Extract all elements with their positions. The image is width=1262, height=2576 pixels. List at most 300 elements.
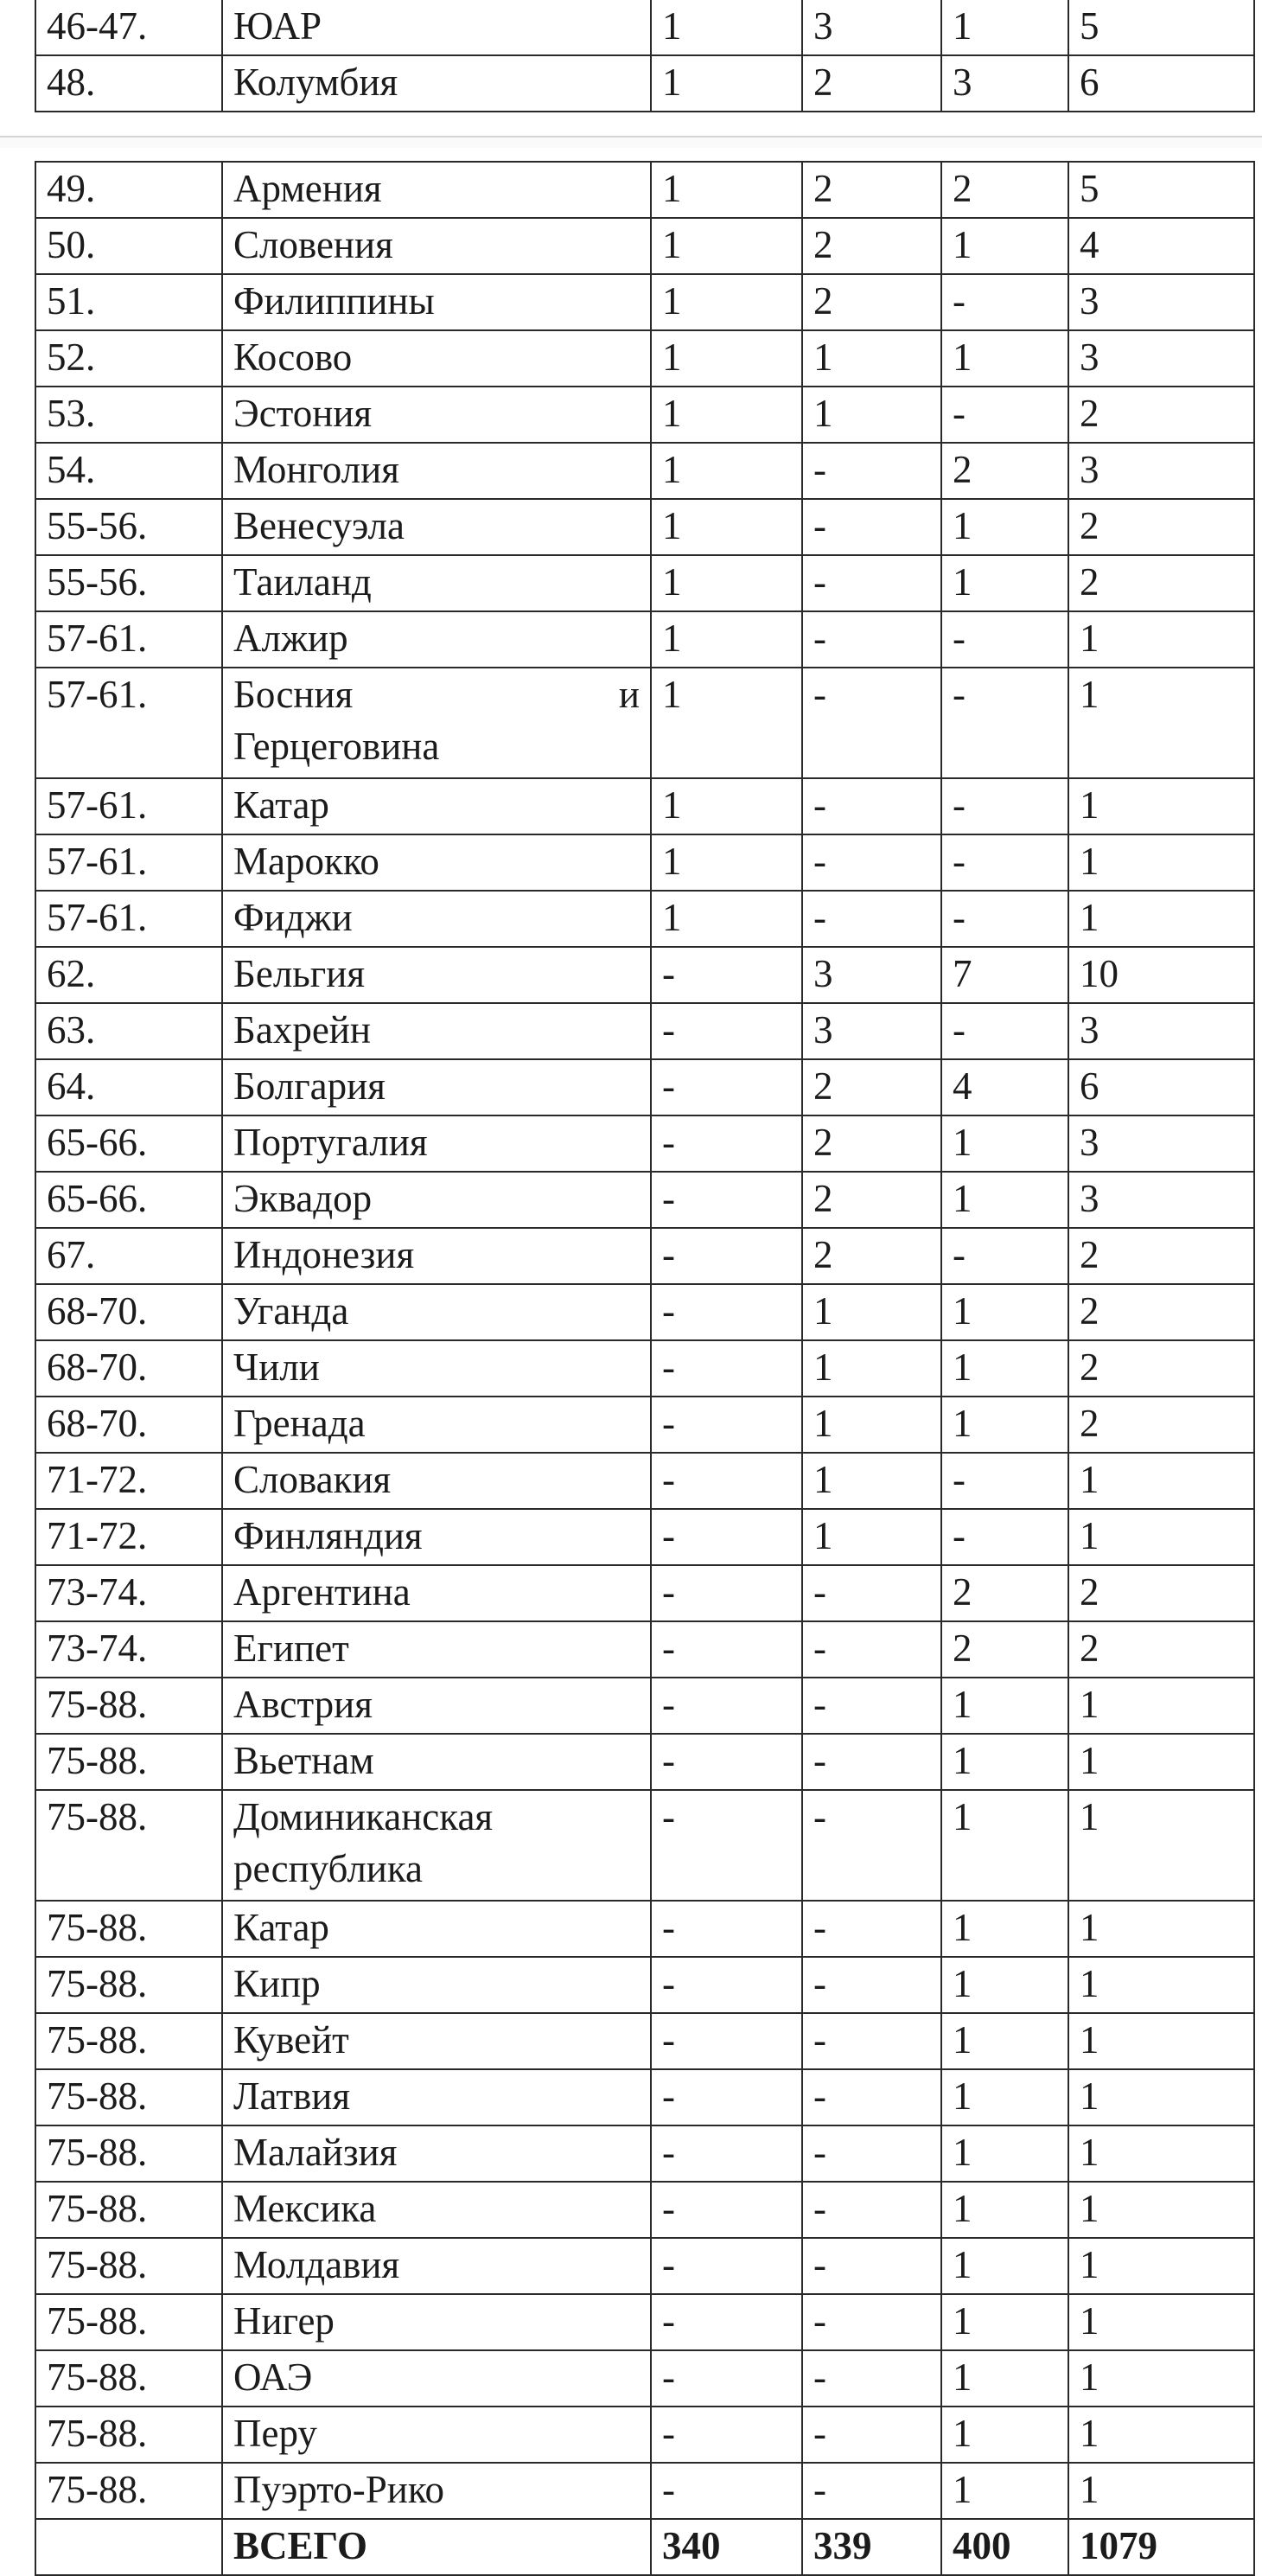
country-cell: Чили — [222, 1340, 651, 1397]
value-cell: 1 — [651, 274, 802, 330]
value-cell: 2 — [802, 1172, 941, 1228]
total-cell: 2 — [1068, 555, 1254, 611]
value-cell: - — [941, 891, 1068, 947]
rank-cell: 75-88. — [35, 1957, 222, 2013]
value-cell: 1 — [802, 1340, 941, 1397]
value-cell: - — [802, 2294, 941, 2350]
value-cell: - — [941, 1453, 1068, 1509]
value-cell: - — [941, 611, 1068, 668]
table-row — [35, 2350, 1254, 2407]
table-row — [35, 2182, 1254, 2238]
value-cell: - — [651, 947, 802, 1003]
value-cell: - — [651, 1790, 802, 1901]
value-cell: - — [941, 1003, 1068, 1059]
total-cell: 6 — [1068, 55, 1254, 112]
table-row — [35, 1059, 1254, 1115]
rank-cell: 75-88. — [35, 2294, 222, 2350]
rank-cell: 57-61. — [35, 891, 222, 947]
value-cell: 1 — [651, 55, 802, 112]
table-row — [35, 2069, 1254, 2125]
total-cell: 3 — [1068, 1172, 1254, 1228]
country-cell: Болгария — [222, 1059, 651, 1115]
table-row — [35, 1790, 1254, 1901]
total-cell: 1 — [1068, 2125, 1254, 2182]
rank-cell: 55-56. — [35, 555, 222, 611]
country-cell — [222, 668, 651, 778]
value-cell: 1 — [941, 2069, 1068, 2125]
total-cell: 1 — [1068, 834, 1254, 891]
value-cell: 340 — [651, 2519, 802, 2575]
value-cell: 1 — [651, 778, 802, 834]
country-cell: Гренада — [222, 1397, 651, 1453]
value-cell: - — [941, 387, 1068, 443]
value-cell: 1 — [651, 555, 802, 611]
rank-cell: 75-88. — [35, 1901, 222, 1957]
country-cell: Таиланд — [222, 555, 651, 611]
value-cell: 1 — [941, 1790, 1068, 1901]
total-cell: 1 — [1068, 2350, 1254, 2407]
value-cell: 1 — [941, 2125, 1068, 2182]
table-row — [35, 834, 1254, 891]
total-cell: 2 — [1068, 1397, 1254, 1453]
value-cell: 2 — [802, 55, 941, 112]
table-row — [35, 1678, 1254, 1734]
table-row — [35, 218, 1254, 274]
rank-cell: 75-88. — [35, 2407, 222, 2463]
table-row — [35, 1509, 1254, 1565]
total-cell: 1 — [1068, 2463, 1254, 2519]
country-cell: Эстония — [222, 387, 651, 443]
country-cell: Алжир — [222, 611, 651, 668]
table-row — [35, 555, 1254, 611]
rank-cell: 71-72. — [35, 1453, 222, 1509]
table-row — [35, 1172, 1254, 1228]
rank-cell: 57-61. — [35, 778, 222, 834]
value-cell: - — [651, 2125, 802, 2182]
table-row — [35, 1734, 1254, 1790]
value-cell: - — [651, 2013, 802, 2069]
medal-table-main — [35, 161, 1255, 2576]
value-cell: 1 — [941, 1901, 1068, 1957]
total-cell: 1 — [1068, 668, 1254, 778]
value-cell: 1 — [651, 499, 802, 555]
total-cell: 2 — [1068, 1228, 1254, 1284]
table-row — [35, 1453, 1254, 1509]
total-cell: 2 — [1068, 499, 1254, 555]
value-cell: 3 — [802, 1003, 941, 1059]
value-cell: 2 — [802, 1115, 941, 1172]
total-cell: 1 — [1068, 1678, 1254, 1734]
value-cell: - — [802, 834, 941, 891]
rank-cell: 64. — [35, 1059, 222, 1115]
rank-cell: 75-88. — [35, 2350, 222, 2407]
table-row — [35, 274, 1254, 330]
value-cell: 1 — [941, 2463, 1068, 2519]
table-row — [35, 1115, 1254, 1172]
value-cell: - — [941, 834, 1068, 891]
value-cell: 4 — [941, 1059, 1068, 1115]
rank-cell: 67. — [35, 1228, 222, 1284]
total-cell: 1 — [1068, 2069, 1254, 2125]
table-row — [35, 2238, 1254, 2294]
total-cell: 1 — [1068, 2407, 1254, 2463]
value-cell: - — [651, 1003, 802, 1059]
total-cell: 4 — [1068, 218, 1254, 274]
table-row — [35, 1565, 1254, 1621]
table-row — [35, 1003, 1254, 1059]
table-row — [35, 1621, 1254, 1678]
rank-cell: 57-61. — [35, 611, 222, 668]
rank-cell: 49. — [35, 162, 222, 218]
value-cell: - — [802, 891, 941, 947]
value-cell: - — [802, 2350, 941, 2407]
country-cell: Финляндия — [222, 1509, 651, 1565]
value-cell: - — [802, 499, 941, 555]
value-cell: 1 — [651, 443, 802, 499]
rank-cell: 75-88. — [35, 1790, 222, 1901]
total-cell: 1 — [1068, 1790, 1254, 1901]
value-cell: - — [802, 555, 941, 611]
country-cell: Филиппины — [222, 274, 651, 330]
total-cell: 5 — [1068, 162, 1254, 218]
country-cell: Марокко — [222, 834, 651, 891]
rank-cell: 75-88. — [35, 2238, 222, 2294]
rank-cell: 63. — [35, 1003, 222, 1059]
country-cell: Индонезия — [222, 1228, 651, 1284]
table-row — [35, 2407, 1254, 2463]
value-cell: - — [802, 2238, 941, 2294]
total-cell: 1 — [1068, 2294, 1254, 2350]
rank-cell: 73-74. — [35, 1621, 222, 1678]
rank-cell: 68-70. — [35, 1397, 222, 1453]
rank-cell: 75-88. — [35, 1678, 222, 1734]
value-cell: - — [651, 1340, 802, 1397]
value-cell: - — [802, 1901, 941, 1957]
value-cell: - — [802, 2182, 941, 2238]
value-cell: 2 — [941, 162, 1068, 218]
table-row — [35, 611, 1254, 668]
country-name-part: Доминиканская — [233, 1795, 494, 1838]
value-cell: 1 — [651, 834, 802, 891]
table-row — [35, 891, 1254, 947]
value-cell: 1 — [941, 2407, 1068, 2463]
total-cell: 1 — [1068, 2238, 1254, 2294]
rank-cell: 73-74. — [35, 1565, 222, 1621]
total-cell: 2 — [1068, 1284, 1254, 1340]
value-cell: 2 — [802, 218, 941, 274]
country-cell: Фиджи — [222, 891, 651, 947]
value-cell: - — [802, 2013, 941, 2069]
value-cell: 3 — [941, 55, 1068, 112]
country-cell: Кувейт — [222, 2013, 651, 2069]
country-cell: Перу — [222, 2407, 651, 2463]
total-cell: 1 — [1068, 891, 1254, 947]
value-cell: 1 — [941, 2350, 1068, 2407]
rank-cell: 48. — [35, 55, 222, 112]
total-cell: 2 — [1068, 387, 1254, 443]
value-cell: - — [651, 1734, 802, 1790]
value-cell: - — [802, 2463, 941, 2519]
value-cell: 400 — [941, 2519, 1068, 2575]
table-row — [35, 2013, 1254, 2069]
rank-cell: 75-88. — [35, 2463, 222, 2519]
value-cell: - — [651, 1453, 802, 1509]
country-name-part: Босния — [233, 673, 354, 716]
value-cell: - — [651, 1284, 802, 1340]
total-row — [35, 2519, 1254, 2575]
table-row — [35, 162, 1254, 218]
value-cell: - — [651, 2350, 802, 2407]
value-cell: 1 — [941, 1957, 1068, 2013]
rank-cell: 71-72. — [35, 1509, 222, 1565]
total-cell: 1 — [1068, 1901, 1254, 1957]
country-cell: Эквадор — [222, 1172, 651, 1228]
value-cell: 2 — [802, 1228, 941, 1284]
value-cell: - — [802, 1678, 941, 1734]
value-cell: 1 — [651, 611, 802, 668]
table-row — [35, 1397, 1254, 1453]
rank-cell: 65-66. — [35, 1115, 222, 1172]
country-cell: Бельгия — [222, 947, 651, 1003]
value-cell: - — [651, 1228, 802, 1284]
value-cell: - — [651, 2182, 802, 2238]
value-cell: - — [802, 1790, 941, 1901]
rank-cell: 75-88. — [35, 2069, 222, 2125]
value-cell: 1 — [651, 668, 802, 778]
value-cell: 1 — [651, 891, 802, 947]
value-cell: 1 — [651, 387, 802, 443]
rank-cell: 52. — [35, 330, 222, 387]
table-row — [35, 55, 1254, 112]
total-cell: 1 — [1068, 1453, 1254, 1509]
value-cell: - — [802, 1957, 941, 2013]
rank-cell: 62. — [35, 947, 222, 1003]
country-cell: Австрия — [222, 1678, 651, 1734]
rank-cell: 75-88. — [35, 2013, 222, 2069]
value-cell: - — [802, 1565, 941, 1621]
table-row — [35, 0, 1254, 55]
rank-cell: 50. — [35, 218, 222, 274]
rank-cell — [35, 2519, 222, 2575]
rank-cell: 68-70. — [35, 1340, 222, 1397]
table-row — [35, 2125, 1254, 2182]
value-cell: - — [651, 2238, 802, 2294]
value-cell: 1 — [802, 1509, 941, 1565]
country-cell: Малайзия — [222, 2125, 651, 2182]
value-cell: 1 — [941, 499, 1068, 555]
total-cell: 3 — [1068, 443, 1254, 499]
table-row — [35, 947, 1254, 1003]
value-cell: 1 — [802, 1397, 941, 1453]
value-cell: 2 — [941, 1565, 1068, 1621]
total-cell: 1 — [1068, 611, 1254, 668]
table-row — [35, 387, 1254, 443]
value-cell: - — [802, 1734, 941, 1790]
value-cell: - — [651, 2294, 802, 2350]
country-cell: Молдавия — [222, 2238, 651, 2294]
value-cell: - — [651, 2069, 802, 2125]
table-row — [35, 1901, 1254, 1957]
value-cell: 1 — [651, 330, 802, 387]
country-cell: Нигер — [222, 2294, 651, 2350]
total-cell: 3 — [1068, 1115, 1254, 1172]
total-cell: 1 — [1068, 2182, 1254, 2238]
value-cell: 1 — [941, 555, 1068, 611]
value-cell: 3 — [802, 0, 941, 55]
value-cell: 1 — [941, 0, 1068, 55]
value-cell: - — [941, 274, 1068, 330]
value-cell: 1 — [802, 387, 941, 443]
table-row — [35, 1340, 1254, 1397]
table-row — [35, 2463, 1254, 2519]
value-cell: - — [802, 1621, 941, 1678]
value-cell: 1 — [941, 2238, 1068, 2294]
total-cell: 3 — [1068, 274, 1254, 330]
total-cell: 1 — [1068, 778, 1254, 834]
value-cell: 1 — [941, 2182, 1068, 2238]
country-cell: Бахрейн — [222, 1003, 651, 1059]
total-cell: 2 — [1068, 1565, 1254, 1621]
rank-cell: 57-61. — [35, 834, 222, 891]
value-cell: 1 — [941, 1115, 1068, 1172]
rank-cell: 75-88. — [35, 2182, 222, 2238]
country-cell: Уганда — [222, 1284, 651, 1340]
value-cell: 339 — [802, 2519, 941, 2575]
value-cell: 2 — [802, 274, 941, 330]
medal-table-top — [35, 0, 1255, 112]
value-cell: - — [651, 1509, 802, 1565]
value-cell: 2 — [941, 1621, 1068, 1678]
value-cell: 7 — [941, 947, 1068, 1003]
value-cell: - — [802, 668, 941, 778]
value-cell: - — [651, 1621, 802, 1678]
country-cell: Пуэрто-Рико — [222, 2463, 651, 2519]
value-cell: - — [651, 2463, 802, 2519]
value-cell: - — [941, 1228, 1068, 1284]
table-row — [35, 1957, 1254, 2013]
value-cell: - — [941, 778, 1068, 834]
total-cell: 3 — [1068, 330, 1254, 387]
country-cell: Вьетнам — [222, 1734, 651, 1790]
rank-cell: 75-88. — [35, 2125, 222, 2182]
rank-cell: 57-61. — [35, 668, 222, 778]
country-cell: Словакия — [222, 1453, 651, 1509]
total-cell: 2 — [1068, 1340, 1254, 1397]
table-top-fragment — [35, 0, 1253, 112]
value-cell: 1 — [941, 330, 1068, 387]
country-cell: Кипр — [222, 1957, 651, 2013]
country-cell: ЮАР — [222, 0, 651, 55]
value-cell: - — [651, 2407, 802, 2463]
country-cell: Армения — [222, 162, 651, 218]
value-cell: 1 — [941, 218, 1068, 274]
country-cell: Колумбия — [222, 55, 651, 112]
page-separator — [0, 136, 1262, 148]
country-cell — [222, 1790, 651, 1901]
value-cell: 1 — [941, 2294, 1068, 2350]
total-cell: 1 — [1068, 1734, 1254, 1790]
rank-cell: 68-70. — [35, 1284, 222, 1340]
country-name-part: республика — [233, 1847, 424, 1890]
value-cell: - — [651, 1957, 802, 2013]
value-cell: 1 — [651, 0, 802, 55]
table-row — [35, 668, 1254, 778]
total-cell: 6 — [1068, 1059, 1254, 1115]
value-cell: - — [941, 1509, 1068, 1565]
total-label: ВСЕГО — [222, 2519, 651, 2575]
value-cell: - — [651, 1397, 802, 1453]
country-cell: Катар — [222, 1901, 651, 1957]
value-cell: - — [802, 2125, 941, 2182]
value-cell: - — [651, 1901, 802, 1957]
value-cell: - — [802, 778, 941, 834]
country-cell: ОАЭ — [222, 2350, 651, 2407]
value-cell: - — [651, 1565, 802, 1621]
table-row — [35, 330, 1254, 387]
country-cell: Катар — [222, 778, 651, 834]
country-cell: Мексика — [222, 2182, 651, 2238]
value-cell: 1 — [941, 1678, 1068, 1734]
table-row — [35, 778, 1254, 834]
value-cell: - — [651, 1059, 802, 1115]
value-cell: 2 — [802, 1059, 941, 1115]
value-cell: - — [941, 668, 1068, 778]
table-row — [35, 2294, 1254, 2350]
table-row — [35, 1284, 1254, 1340]
value-cell: 1 — [941, 1734, 1068, 1790]
value-cell: 1 — [802, 330, 941, 387]
country-cell: Аргентина — [222, 1565, 651, 1621]
value-cell: 1 — [941, 1284, 1068, 1340]
country-cell: Португалия — [222, 1115, 651, 1172]
country-cell: Монголия — [222, 443, 651, 499]
table-row — [35, 499, 1254, 555]
value-cell: - — [802, 2407, 941, 2463]
value-cell: 1 — [941, 1397, 1068, 1453]
rank-cell: 75-88. — [35, 1734, 222, 1790]
value-cell: 3 — [802, 947, 941, 1003]
value-cell: 1 — [651, 218, 802, 274]
country-cell: Венесуэла — [222, 499, 651, 555]
total-cell: 2 — [1068, 1621, 1254, 1678]
country-cell: Косово — [222, 330, 651, 387]
value-cell: 2 — [802, 162, 941, 218]
country-name-part: и — [618, 673, 640, 716]
value-cell: - — [802, 443, 941, 499]
value-cell: - — [651, 1678, 802, 1734]
value-cell: 1 — [941, 2013, 1068, 2069]
total-cell: 1 — [1068, 1957, 1254, 2013]
rank-cell: 46-47. — [35, 0, 222, 55]
value-cell: 2 — [941, 443, 1068, 499]
value-cell: 1 — [941, 1340, 1068, 1397]
total-cell: 3 — [1068, 1003, 1254, 1059]
country-cell: Египет — [222, 1621, 651, 1678]
rank-cell: 51. — [35, 274, 222, 330]
value-cell: 1 — [651, 162, 802, 218]
value-cell: - — [651, 1172, 802, 1228]
country-name-part: Герцеговина — [233, 725, 440, 768]
value-cell: 1 — [941, 1172, 1068, 1228]
rank-cell: 65-66. — [35, 1172, 222, 1228]
total-cell: 1079 — [1068, 2519, 1254, 2575]
value-cell: - — [651, 1115, 802, 1172]
table-main-fragment — [35, 161, 1253, 2576]
total-cell: 10 — [1068, 947, 1254, 1003]
value-cell: - — [802, 2069, 941, 2125]
total-cell: 1 — [1068, 1509, 1254, 1565]
rank-cell: 53. — [35, 387, 222, 443]
